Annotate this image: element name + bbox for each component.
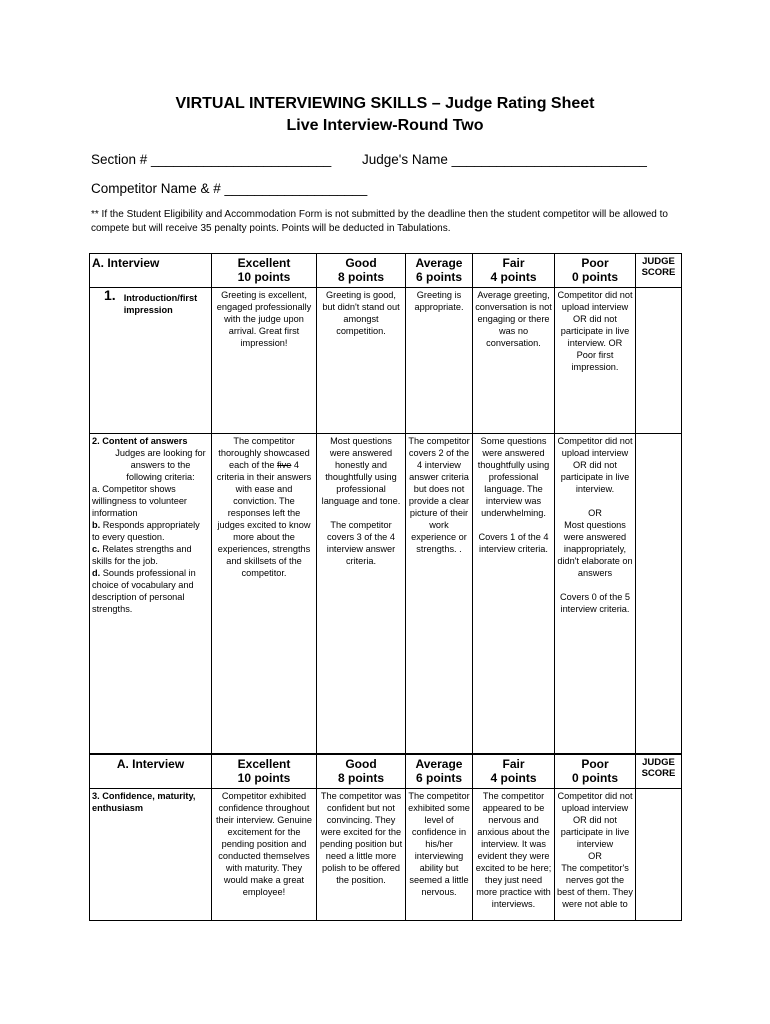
- section-header: A. Interview: [90, 755, 212, 789]
- poor-cell: Competitor did not upload interview OR did not participate in live interview. OR Poor first impression.: [555, 288, 636, 434]
- excellent-cell: Greeting is excellent, engaged professionally with the judge upon arrival. Great first impression!: [212, 288, 317, 434]
- good-cell: Greeting is good, but didn't stand out amongst competition.: [317, 288, 406, 434]
- competitor-name-field[interactable]: Competitor Name & # ___________________: [91, 181, 368, 196]
- good-header: Good 8 points: [317, 755, 406, 789]
- judge-score-header: JUDGE SCORE: [636, 254, 682, 288]
- excellent-cell: Competitor exhibited confidence throughout their interview. Genuine excitement for the pending position and conducted themselves with maturity. They would make a great employee!: [212, 789, 317, 921]
- poor-header: Poor 0 points: [555, 755, 636, 789]
- average-header: Average 6 points: [406, 254, 473, 288]
- table-header-row: [90, 755, 682, 789]
- average-header: Average 6 points: [406, 755, 473, 789]
- good-cell: The competitor was confident but not convincing. They were excited for the pending position but need a little more polish to be offered the position.: [317, 789, 406, 921]
- page-subtitle: Live Interview-Round Two: [286, 117, 484, 134]
- poor-header: Poor 0 points: [555, 254, 636, 288]
- table-row: [90, 288, 682, 434]
- average-cell: The competitor exhibited some level of confidence in his/her interviewing ability but seemed a little nervous.: [406, 789, 473, 921]
- section-number-field[interactable]: Section # ________________________: [91, 152, 332, 167]
- good-cell: Most questions were answered honestly and thoughtfully using professional language and tone. The competitor covers 3 of the 4 interview answer criteria.: [317, 434, 406, 754]
- excellent-cell: The competitor thoroughly showcased each of the five 4 criteria in their answers with ease and conviction. The responses left the judges excited to know more about the experiences, strengths and skillsets of the competitor.: [212, 434, 317, 754]
- excellent-header: Excellent 10 points: [212, 254, 317, 288]
- judge-score-cell[interactable]: [636, 434, 682, 754]
- section-header: A. Interview: [90, 254, 212, 288]
- judge-name-field[interactable]: Judge's Name __________________________: [362, 152, 647, 167]
- table-row: [90, 434, 682, 754]
- criterion-introduction: 1. Introduction/first impression: [90, 288, 212, 434]
- rating-table-2: [89, 754, 682, 921]
- judge-score-cell[interactable]: [636, 288, 682, 434]
- judge-score-header: JUDGE SCORE: [636, 755, 682, 789]
- fair-header: Fair 4 points: [473, 254, 555, 288]
- fair-header: Fair 4 points: [473, 755, 555, 789]
- table-row: [90, 789, 682, 921]
- rating-table-1: [89, 253, 682, 754]
- criterion-content-of-answers: 2. Content of answers Judges are looking for answers to the following criteria: a. Competitor shows willingness to volunteer information b. Responds appropriately to every question. c. Relates strengths and skills for the job. d. Sounds professional in choice of vocabulary and description of personal strengths.: [90, 434, 212, 754]
- penalty-note: ** If the Student Eligibility and Accommodation Form is not submitted by the deadline then the student competitor will be allowed to compete but will receive 35 penalty points. Points will be deducted in Tabulations.: [91, 209, 668, 234]
- excellent-header: Excellent 10 points: [212, 755, 317, 789]
- poor-cell: Competitor did not upload interview OR did not participate in live interview. OR Most questions were answered inappropriately, didn't elaborate on answers Covers 0 of the 5 interview criteria.: [555, 434, 636, 754]
- fair-cell: Average greeting, conversation is not engaging or there was no conversation.: [473, 288, 555, 434]
- fair-cell: Some questions were answered thoughtfully using professional language. The interview was underwhelming. Covers 1 of the 4 interview criteria.: [473, 434, 555, 754]
- good-header: Good 8 points: [317, 254, 406, 288]
- fair-cell: The competitor appeared to be nervous and anxious about the interview. It was evident they were excited to be here; they just need more practice with interviews.: [473, 789, 555, 921]
- page-title: VIRTUAL INTERVIEWING SKILLS – Judge Rating Sheet: [175, 95, 595, 112]
- criterion-confidence: 3. Confidence, maturity, enthusiasm: [90, 789, 212, 921]
- average-cell: Greeting is appropriate.: [406, 288, 473, 434]
- judge-score-cell[interactable]: [636, 789, 682, 921]
- poor-cell: Competitor did not upload interview OR did not participate in live interview OR The competitor's nerves got the best of them. They were not able to: [555, 789, 636, 921]
- table-header-row: [90, 254, 682, 288]
- average-cell: The competitor covers 2 of the 4 interview answer criteria but does not provide a clear picture of their work experience or strengths. .: [406, 434, 473, 754]
